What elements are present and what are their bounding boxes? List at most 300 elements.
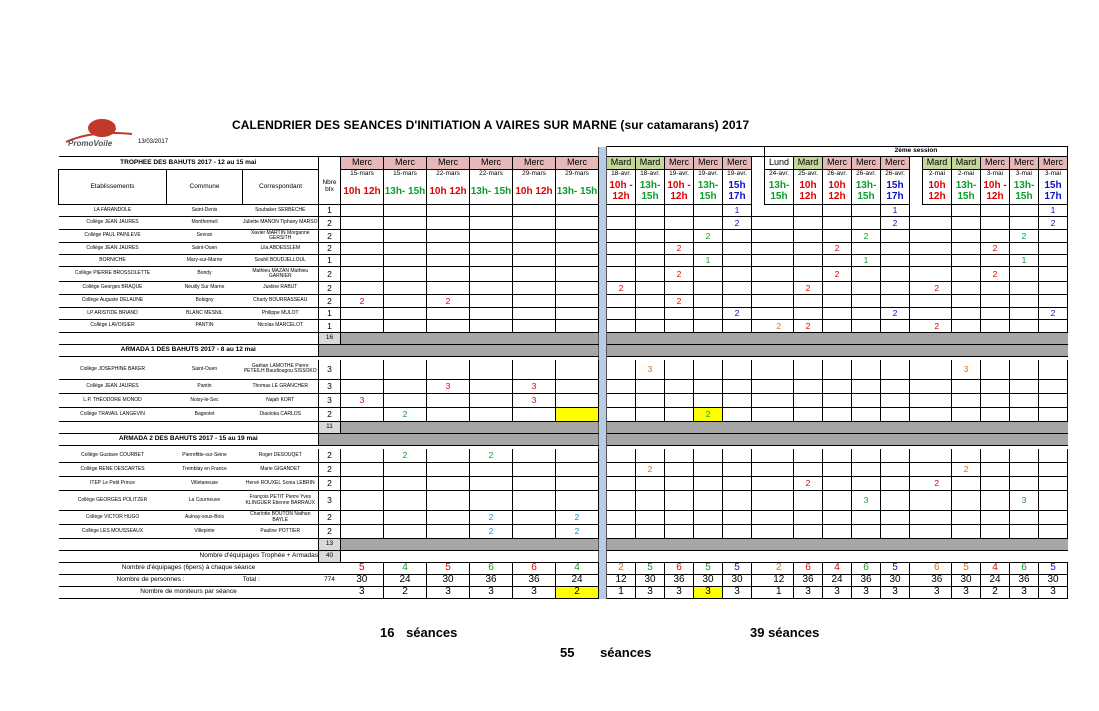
fill bbox=[1039, 434, 1068, 446]
seance-value bbox=[923, 267, 952, 282]
fill bbox=[823, 539, 852, 551]
seance-value bbox=[923, 463, 952, 477]
equipages-value: 6 bbox=[665, 563, 694, 575]
seance-value bbox=[823, 408, 852, 422]
seance-value: 2 bbox=[923, 477, 952, 491]
seance-value bbox=[427, 243, 470, 255]
seance-value bbox=[881, 525, 910, 539]
seance-value bbox=[794, 491, 823, 511]
seance-value bbox=[1039, 394, 1068, 408]
seance-value bbox=[427, 408, 470, 422]
personnes-value: 12 bbox=[765, 575, 794, 587]
fill bbox=[910, 345, 923, 357]
nbre-bateaux: 2 bbox=[319, 408, 341, 422]
seance-value bbox=[556, 380, 599, 394]
seance-value bbox=[1010, 320, 1039, 333]
seance-value bbox=[1039, 408, 1068, 422]
svg-text:PromoVoile: PromoVoile bbox=[68, 139, 113, 148]
fill bbox=[910, 333, 923, 345]
seance-value bbox=[765, 408, 794, 422]
separator bbox=[752, 282, 765, 295]
seance-value bbox=[881, 230, 910, 243]
date-dow: Merc bbox=[881, 157, 910, 170]
seance-value bbox=[765, 394, 794, 408]
fill bbox=[384, 434, 427, 446]
seance-value bbox=[427, 525, 470, 539]
seance-value bbox=[607, 360, 636, 380]
seance-value bbox=[981, 525, 1010, 539]
seance-value bbox=[636, 491, 665, 511]
spacer bbox=[319, 563, 341, 575]
separator bbox=[910, 267, 923, 282]
seance-value bbox=[384, 267, 427, 282]
time-slot: 13h- 15h bbox=[384, 179, 427, 205]
fill bbox=[852, 333, 881, 345]
seance-value: 2 bbox=[823, 267, 852, 282]
moniteurs-value: 2 bbox=[384, 587, 427, 599]
etablissement: Collège VICTOR HUGO bbox=[59, 511, 167, 525]
fill bbox=[694, 434, 723, 446]
seance-value bbox=[923, 491, 952, 511]
seance-value bbox=[694, 360, 723, 380]
etablissement: ITEP Le Petit Prince bbox=[59, 477, 167, 491]
correspondant: Soubaker SERBECHE bbox=[243, 205, 319, 217]
fill bbox=[823, 333, 852, 345]
calendar-table bbox=[58, 146, 1068, 599]
seance-value bbox=[765, 308, 794, 320]
seance-value: 1 bbox=[881, 205, 910, 217]
session1-count: 16 séances bbox=[380, 625, 458, 640]
moniteurs-value: 3 bbox=[694, 587, 723, 599]
seance-value bbox=[384, 380, 427, 394]
separator bbox=[599, 217, 607, 230]
subtotal-row bbox=[59, 333, 1068, 345]
seance-value bbox=[1039, 295, 1068, 308]
moniteurs-value: 3 bbox=[923, 587, 952, 599]
moniteurs-value: 3 bbox=[341, 587, 384, 599]
date-dow: Mard bbox=[952, 157, 981, 170]
etablissement: Collège PIERRE BROSSOLETTE bbox=[59, 267, 167, 282]
seance-value bbox=[470, 217, 513, 230]
table-row bbox=[59, 380, 1068, 394]
nbre-bateaux: 2 bbox=[319, 282, 341, 295]
personnes-value: 30 bbox=[723, 575, 752, 587]
fill bbox=[723, 551, 752, 563]
seance-value bbox=[823, 511, 852, 525]
seance-value: 2 bbox=[665, 243, 694, 255]
seance-value: 2 bbox=[923, 282, 952, 295]
personnes-value: 30 bbox=[636, 575, 665, 587]
seance-value bbox=[427, 308, 470, 320]
seance-value bbox=[694, 525, 723, 539]
seance-value bbox=[794, 380, 823, 394]
spacer bbox=[59, 422, 319, 434]
seance-value: 2 bbox=[470, 525, 513, 539]
seance-value bbox=[665, 463, 694, 477]
seance-value bbox=[665, 477, 694, 491]
fill bbox=[341, 333, 384, 345]
seance-value: 3 bbox=[636, 360, 665, 380]
fill bbox=[852, 422, 881, 434]
commune-header: Commune bbox=[167, 170, 243, 205]
separator bbox=[752, 525, 765, 539]
seance-value bbox=[694, 308, 723, 320]
seance-value bbox=[852, 380, 881, 394]
seance-value bbox=[765, 217, 794, 230]
section-title-row bbox=[59, 345, 1068, 357]
seance-value bbox=[981, 217, 1010, 230]
seance-value bbox=[823, 230, 852, 243]
seance-value: 2 bbox=[723, 308, 752, 320]
fill bbox=[765, 333, 794, 345]
date-label: 19-avr. bbox=[665, 170, 694, 179]
equipages-value: 2 bbox=[607, 563, 636, 575]
seance-value bbox=[384, 525, 427, 539]
seance-value: 1 bbox=[723, 205, 752, 217]
seance-value bbox=[852, 408, 881, 422]
fill bbox=[694, 422, 723, 434]
seance-value bbox=[981, 477, 1010, 491]
time-slot: 10h 12h bbox=[923, 179, 952, 205]
separator bbox=[599, 157, 607, 170]
seance-value bbox=[1010, 394, 1039, 408]
separator bbox=[599, 491, 607, 511]
seance-value bbox=[607, 525, 636, 539]
correspondant: Charly BOURRASSEAU bbox=[243, 295, 319, 308]
table-row bbox=[59, 360, 1068, 380]
separator bbox=[910, 563, 923, 575]
seance-value bbox=[607, 255, 636, 267]
seance-value bbox=[1039, 477, 1068, 491]
nbre-bateaux: 2 bbox=[319, 267, 341, 282]
fill bbox=[794, 551, 823, 563]
date-label: 26-avr. bbox=[852, 170, 881, 179]
fill bbox=[910, 551, 923, 563]
personnes-value: 36 bbox=[852, 575, 881, 587]
fill bbox=[599, 345, 607, 357]
seance-value bbox=[636, 320, 665, 333]
correspondant: Diaoloka CARLOS bbox=[243, 408, 319, 422]
date-label: 2-mai bbox=[923, 170, 952, 179]
fill bbox=[599, 333, 607, 345]
promovoile-logo bbox=[62, 116, 134, 148]
seance-value bbox=[923, 205, 952, 217]
seance-value bbox=[384, 308, 427, 320]
seance-value bbox=[852, 282, 881, 295]
separator bbox=[752, 217, 765, 230]
etablissements-header: Etablissements bbox=[59, 170, 167, 205]
summary-row bbox=[59, 587, 1068, 599]
seance-value: 2 bbox=[1039, 308, 1068, 320]
subtotal: 11 bbox=[319, 422, 341, 434]
seance-value bbox=[765, 205, 794, 217]
seance-value bbox=[981, 408, 1010, 422]
fill bbox=[384, 539, 427, 551]
seance-value bbox=[823, 205, 852, 217]
equipages-value: 4 bbox=[556, 563, 599, 575]
fill bbox=[513, 551, 556, 563]
seance-value bbox=[765, 463, 794, 477]
total-sessions: 55 séances bbox=[560, 645, 652, 660]
fill bbox=[513, 539, 556, 551]
seance-value bbox=[556, 463, 599, 477]
seance-value bbox=[513, 267, 556, 282]
fill bbox=[1010, 539, 1039, 551]
date-label: 3-mai bbox=[1010, 170, 1039, 179]
fill bbox=[1010, 422, 1039, 434]
table-row bbox=[59, 217, 1068, 230]
fill bbox=[1010, 434, 1039, 446]
date-dow: Merc bbox=[1039, 157, 1068, 170]
seance-value bbox=[823, 295, 852, 308]
seance-value bbox=[981, 491, 1010, 511]
separator bbox=[910, 282, 923, 295]
seance-value bbox=[341, 525, 384, 539]
seance-value bbox=[852, 477, 881, 491]
separator bbox=[752, 575, 765, 587]
seance-value bbox=[665, 205, 694, 217]
summary-row bbox=[59, 575, 1068, 587]
seance-value bbox=[923, 230, 952, 243]
seance-value bbox=[765, 243, 794, 255]
seance-value bbox=[665, 320, 694, 333]
nbre-bateaux: 2 bbox=[319, 511, 341, 525]
seance-value bbox=[513, 525, 556, 539]
equipages-value: 5 bbox=[723, 563, 752, 575]
fill bbox=[852, 551, 881, 563]
seance-value bbox=[694, 217, 723, 230]
separator bbox=[752, 449, 765, 463]
table-row bbox=[59, 205, 1068, 217]
time-slot: 10h 12h bbox=[794, 179, 823, 205]
seance-value bbox=[923, 360, 952, 380]
fill bbox=[513, 345, 556, 357]
separator bbox=[599, 477, 607, 491]
session-row bbox=[59, 147, 1068, 157]
seance-value: 2 bbox=[723, 217, 752, 230]
seance-value bbox=[923, 511, 952, 525]
seance-value bbox=[607, 511, 636, 525]
equipages-value: 6 bbox=[852, 563, 881, 575]
fill bbox=[723, 434, 752, 446]
seance-value bbox=[794, 408, 823, 422]
seance-value bbox=[1010, 267, 1039, 282]
seance-value bbox=[881, 243, 910, 255]
date-dow: Merc bbox=[723, 157, 752, 170]
seance-value bbox=[665, 308, 694, 320]
nbre-bateaux: 1 bbox=[319, 255, 341, 267]
separator bbox=[752, 563, 765, 575]
section-title: ARMADA 2 DES BAHUTS 2017 - 15 au 19 mai bbox=[59, 434, 319, 446]
seance-value bbox=[1010, 408, 1039, 422]
etablissement: Collège GEORGES POLITZER bbox=[59, 491, 167, 511]
separator bbox=[752, 170, 765, 179]
separator bbox=[599, 255, 607, 267]
commune: Bagnolet bbox=[167, 408, 243, 422]
seance-value: 2 bbox=[852, 230, 881, 243]
seance-value bbox=[923, 308, 952, 320]
seance-value bbox=[513, 243, 556, 255]
seance-value bbox=[1039, 449, 1068, 463]
seance-value bbox=[470, 295, 513, 308]
fill bbox=[470, 422, 513, 434]
fill bbox=[765, 345, 794, 357]
seance-value bbox=[556, 217, 599, 230]
correspondant: Roger DESOUQET bbox=[243, 449, 319, 463]
moniteurs-value: 3 bbox=[852, 587, 881, 599]
fill bbox=[752, 434, 765, 446]
seance-value bbox=[852, 217, 881, 230]
date-dow: Merc bbox=[1010, 157, 1039, 170]
fill bbox=[923, 422, 952, 434]
seance-value bbox=[881, 267, 910, 282]
seance-value bbox=[665, 511, 694, 525]
seance-value bbox=[341, 243, 384, 255]
time-slot: 10h 12h bbox=[341, 179, 384, 205]
time-slot: 10h 12h bbox=[823, 179, 852, 205]
seance-value bbox=[852, 267, 881, 282]
section-title: ARMADA 1 DES BAHUTS 2017 - 8 au 12 mai bbox=[59, 345, 319, 357]
time-slot: 10h - 12h bbox=[981, 179, 1010, 205]
seance-value bbox=[341, 267, 384, 282]
separator bbox=[599, 575, 607, 587]
seance-value bbox=[765, 255, 794, 267]
table-row bbox=[59, 408, 1068, 422]
seance-value bbox=[513, 463, 556, 477]
seance-value bbox=[470, 205, 513, 217]
seance-value bbox=[794, 217, 823, 230]
seance-value bbox=[694, 477, 723, 491]
etablissement: Collège JEAN JAURES bbox=[59, 380, 167, 394]
separator bbox=[599, 230, 607, 243]
seance-value bbox=[1039, 511, 1068, 525]
seance-value bbox=[723, 449, 752, 463]
seance-value bbox=[881, 295, 910, 308]
seance-value bbox=[427, 477, 470, 491]
fill bbox=[752, 539, 765, 551]
summary-row bbox=[59, 563, 1068, 575]
seance-value bbox=[636, 243, 665, 255]
seance-value bbox=[556, 408, 599, 422]
fill bbox=[341, 422, 384, 434]
seance-value bbox=[723, 525, 752, 539]
seance-value bbox=[1039, 267, 1068, 282]
personnes-value: 24 bbox=[981, 575, 1010, 587]
seance-value bbox=[470, 320, 513, 333]
seance-value bbox=[341, 380, 384, 394]
equipages-value: 5 bbox=[952, 563, 981, 575]
seance-value bbox=[427, 267, 470, 282]
seance-value bbox=[852, 463, 881, 477]
fill bbox=[694, 333, 723, 345]
separator bbox=[752, 491, 765, 511]
fill bbox=[384, 345, 427, 357]
seance-value bbox=[852, 394, 881, 408]
seance-value bbox=[384, 282, 427, 295]
fill bbox=[427, 551, 470, 563]
separator bbox=[752, 587, 765, 599]
seance-value bbox=[470, 230, 513, 243]
seance-value bbox=[607, 320, 636, 333]
etablissement: L.P. THEODORE MONOD bbox=[59, 394, 167, 408]
fill bbox=[823, 434, 852, 446]
seance-value bbox=[556, 449, 599, 463]
seance-value bbox=[607, 380, 636, 394]
seance-value bbox=[427, 449, 470, 463]
moniteurs-value: 2 bbox=[981, 587, 1010, 599]
table-row bbox=[59, 255, 1068, 267]
nbre-bateaux: 2 bbox=[319, 230, 341, 243]
seance-value bbox=[794, 360, 823, 380]
seance-value bbox=[823, 491, 852, 511]
seance-value bbox=[765, 380, 794, 394]
commune: Saint-Denis bbox=[167, 205, 243, 217]
separator bbox=[752, 463, 765, 477]
trophee-title: TROPHEE DES BAHUTS 2017 - 12 au 15 mai bbox=[59, 157, 319, 170]
seance-value bbox=[556, 477, 599, 491]
fill bbox=[952, 434, 981, 446]
date-label: 29-mars bbox=[556, 170, 599, 179]
table-row bbox=[59, 320, 1068, 333]
personnes-value: 36 bbox=[665, 575, 694, 587]
fill bbox=[607, 434, 636, 446]
date-dow: Mard bbox=[794, 157, 823, 170]
fill bbox=[607, 345, 636, 357]
separator bbox=[752, 394, 765, 408]
subtotal: 16 bbox=[319, 333, 341, 345]
date-label: 15-mars bbox=[341, 170, 384, 179]
subtotal-row bbox=[59, 539, 1068, 551]
seance-value bbox=[513, 360, 556, 380]
separator bbox=[599, 408, 607, 422]
correspondant: Justine RABUT bbox=[243, 282, 319, 295]
equipages-value: 5 bbox=[341, 563, 384, 575]
etablissement: Collège TRAVAIL LANGEVIN bbox=[59, 408, 167, 422]
commune: Mary-sur-Marne bbox=[167, 255, 243, 267]
personnes-value: 30 bbox=[694, 575, 723, 587]
subtotal: 13 bbox=[319, 539, 341, 551]
fill bbox=[852, 345, 881, 357]
commune: BLANC MESNIL bbox=[167, 308, 243, 320]
seance-value bbox=[341, 491, 384, 511]
fill bbox=[556, 345, 599, 357]
fill bbox=[341, 539, 384, 551]
fill bbox=[319, 345, 341, 357]
time-slot: 10h 12h bbox=[427, 179, 470, 205]
moniteurs-value: 3 bbox=[1010, 587, 1039, 599]
nbre-bateaux: 3 bbox=[319, 380, 341, 394]
table-row bbox=[59, 282, 1068, 295]
separator bbox=[599, 308, 607, 320]
moniteurs-value: 3 bbox=[1039, 587, 1068, 599]
seance-value bbox=[665, 255, 694, 267]
etablissement: Collège Gustave COURBET bbox=[59, 449, 167, 463]
nbre-bateaux: 2 bbox=[319, 463, 341, 477]
seance-value bbox=[1010, 308, 1039, 320]
seance-value bbox=[952, 255, 981, 267]
table-row bbox=[59, 267, 1068, 282]
date-dow: Merc bbox=[556, 157, 599, 170]
correspondant: Charlotte BOUTON Nathan BAYLE bbox=[243, 511, 319, 525]
commune: Bondy bbox=[167, 267, 243, 282]
fill bbox=[636, 422, 665, 434]
table-row bbox=[59, 243, 1068, 255]
seance-value bbox=[636, 267, 665, 282]
seance-value bbox=[513, 308, 556, 320]
seance-value bbox=[1039, 380, 1068, 394]
etablissement: Collège JEAN JAURES bbox=[59, 217, 167, 230]
seance-value bbox=[794, 243, 823, 255]
